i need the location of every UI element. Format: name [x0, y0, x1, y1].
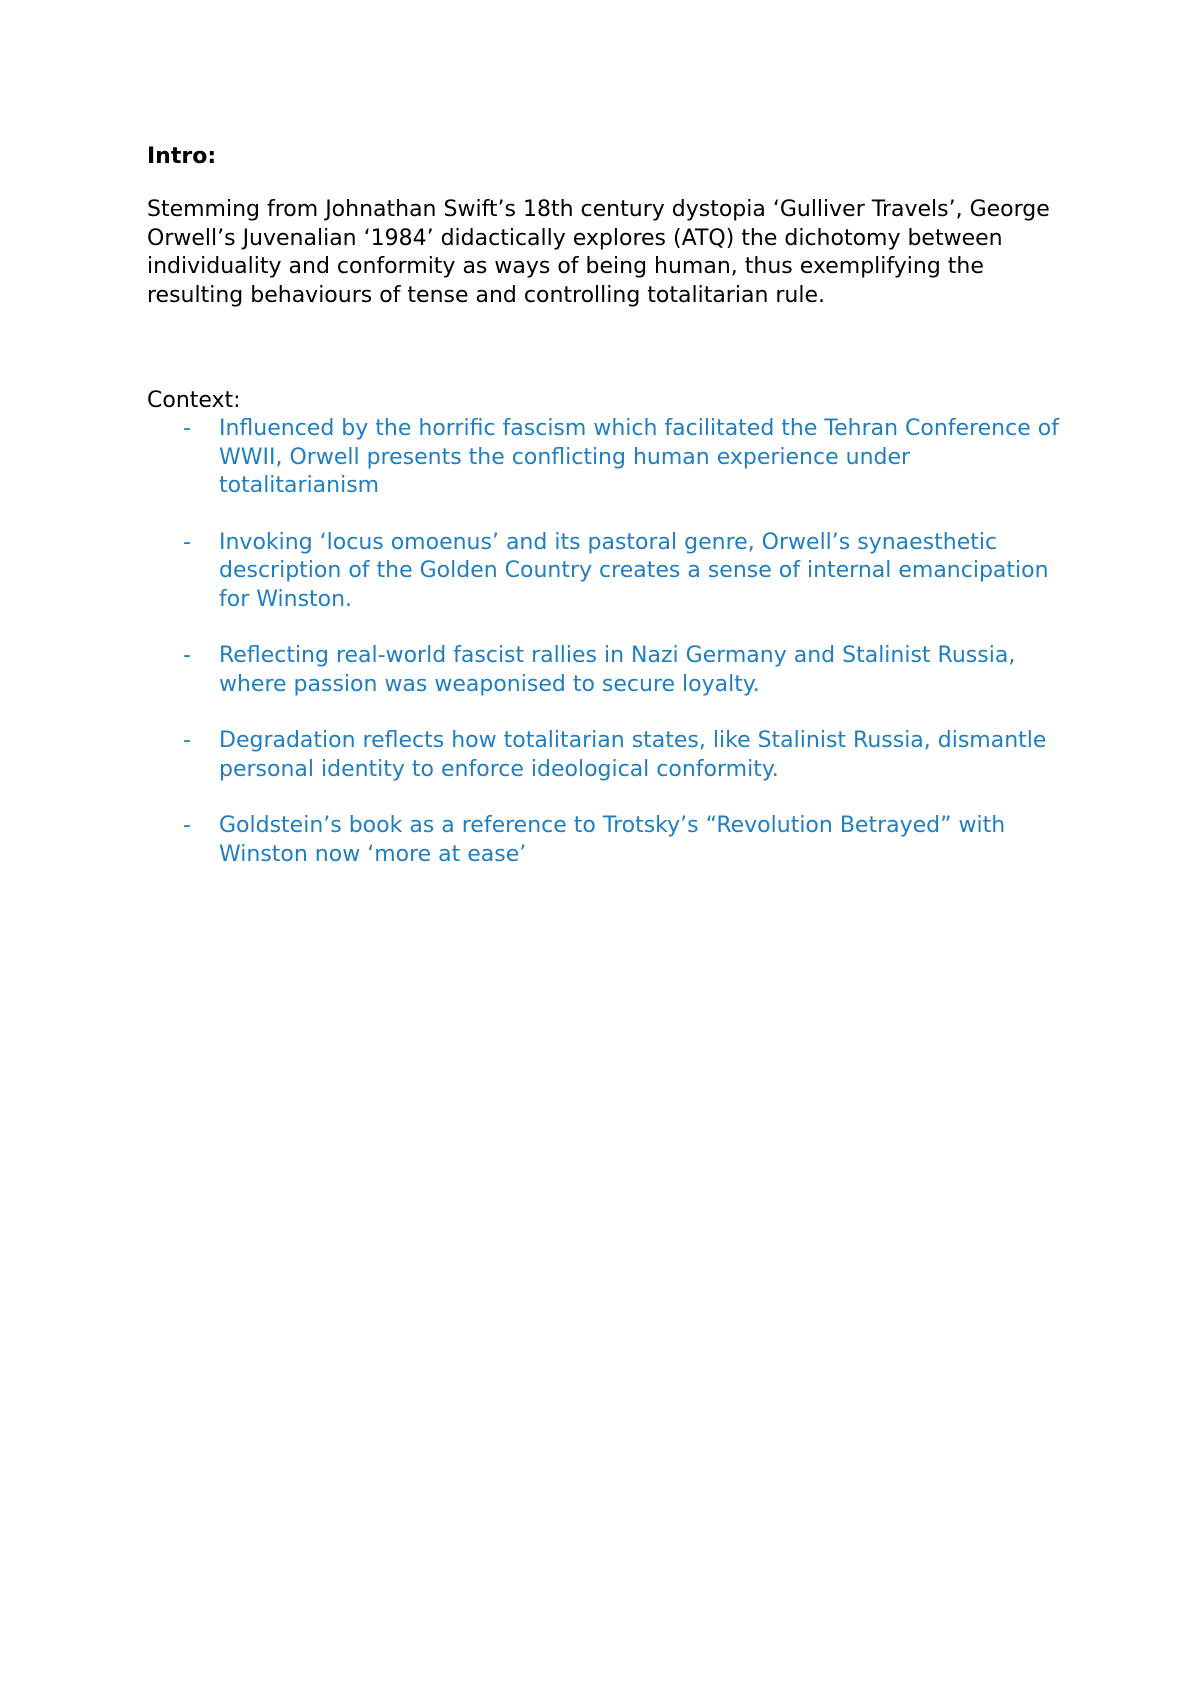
context-bullet-text: Goldstein’s book as a reference to Trotsky’s “Revolution Betrayed” with Winston now ‘more at ease’ [219, 813, 1006, 867]
bullet-dash: - [183, 529, 191, 555]
bullet-dash: - [183, 416, 191, 441]
context-bullet-item [147, 642, 1077, 699]
bullet-dash: - [183, 813, 191, 838]
context-bullet-item [147, 415, 1077, 501]
document-page [147, 143, 1077, 869]
intro-heading: Intro: [147, 144, 217, 169]
bullet-dash: - [183, 728, 191, 753]
context-bullet-text: Reflecting real-world fascist rallies in Nazi Germany and Stalinist Russia, where passion was weaponised to secure loyalty. [219, 643, 1016, 697]
context-bullet-text: Invoking ‘locus omoenus’ and its pastoral genre, Orwell’s synaesthetic description of the Golden Country creates a sense of internal emancipation for Winston. [219, 529, 1049, 612]
context-bullet-item [147, 727, 1077, 784]
context-bullet-list [147, 415, 1077, 869]
context-bullet-text: Influenced by the horrific fascism which facilitated the Tehran Conference of WWII, Orwell presents the conflicting human experience under totalitarianism [219, 416, 1059, 498]
context-label: Context: [147, 388, 241, 413]
context-bullet-item [147, 812, 1077, 869]
bullet-dash: - [183, 643, 191, 668]
context-bullet-text: Degradation reflects how totalitarian states, like Stalinist Russia, dismantle personal identity to enforce ideological conformity. [219, 728, 1047, 782]
intro-paragraph: Stemming from Johnathan Swift’s 18th century dystopia ‘Gulliver Travels’, George Orwell’s Juvenalian ‘1984’ didactically explores (ATQ) the dichotomy between individuality and conformity as ways of being human, thus exemplifying the resulting behaviours of tense and controlling totalitarian rule. [147, 197, 1050, 308]
context-bullet-item [147, 529, 1077, 615]
